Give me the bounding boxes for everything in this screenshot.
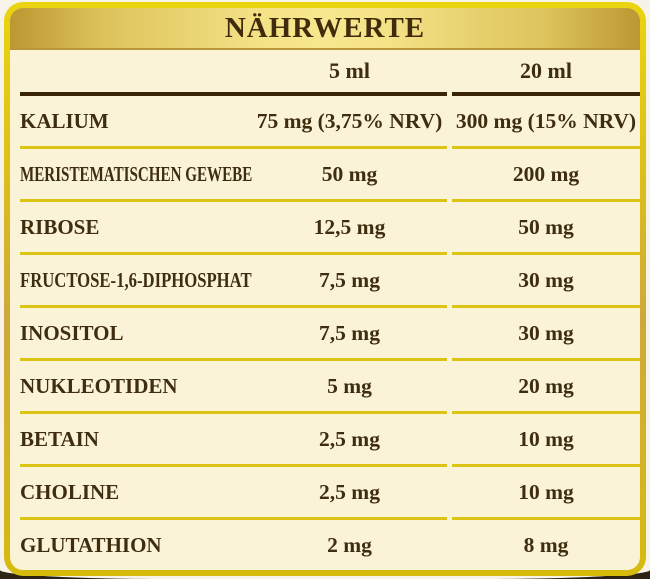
nutrient-name: FRUCTOSE-1,6-DIPHOSPHAT xyxy=(20,267,252,292)
column-header-20ml: 20 ml xyxy=(520,58,572,83)
value-20ml: 50 mg xyxy=(518,214,574,239)
nutrient-name: INOSITOL xyxy=(20,320,124,345)
row-left-segment xyxy=(20,414,447,467)
table-header-row xyxy=(10,50,640,96)
table-title-band xyxy=(10,8,640,50)
row-right-segment xyxy=(452,414,640,467)
table-row xyxy=(10,149,640,202)
value-20ml: 10 mg xyxy=(518,426,574,451)
table-row xyxy=(10,202,640,255)
row-right-segment xyxy=(452,202,640,255)
value-20ml: 200 mg xyxy=(512,161,580,186)
value-5ml: 50 mg xyxy=(321,161,378,186)
nutrient-name: KALIUM xyxy=(20,108,109,133)
row-right-segment xyxy=(452,255,640,308)
value-5ml: 7,5 mg xyxy=(319,320,380,345)
value-5ml: 2,5 mg xyxy=(319,426,380,451)
value-5ml: 7,5 mg xyxy=(319,267,380,292)
row-right-segment xyxy=(452,520,640,570)
value-20ml: 10 mg xyxy=(518,479,574,504)
header-left-segment xyxy=(20,50,447,96)
value-5ml: 2 mg xyxy=(327,532,372,557)
nutrient-name: BETAIN xyxy=(20,426,99,451)
row-right-segment xyxy=(452,361,640,414)
row-left-segment xyxy=(20,520,447,570)
row-left-segment xyxy=(20,96,447,149)
row-left-segment xyxy=(20,467,447,520)
value-20ml: 8 mg xyxy=(523,532,569,557)
value-5ml: 75 mg (3,75% NRV) xyxy=(256,108,443,133)
value-20ml: 30 mg xyxy=(518,267,574,292)
value-5ml: 5 mg xyxy=(327,373,372,398)
nutrient-name: MERISTEMATISCHEN GEWEBE xyxy=(20,161,253,186)
row-left-segment xyxy=(20,361,447,414)
row-right-segment xyxy=(452,467,640,520)
nutrient-name: NUKLEOTIDEN xyxy=(20,373,178,398)
table-frame xyxy=(4,2,646,576)
table-row xyxy=(10,361,640,414)
header-right-segment xyxy=(452,50,640,96)
nutrient-name: CHOLINE xyxy=(20,479,120,504)
table-row xyxy=(10,414,640,467)
value-20ml: 30 mg xyxy=(518,320,574,345)
value-5ml: 2,5 mg xyxy=(319,479,380,504)
row-left-segment xyxy=(20,308,447,361)
nutrient-name: GLUTATHION xyxy=(20,532,162,557)
row-left-segment xyxy=(20,255,447,308)
row-right-segment xyxy=(452,308,640,361)
table-title: NÄHRWERTE xyxy=(224,11,426,44)
value-5ml: 12,5 mg xyxy=(313,214,386,239)
nutrition-table xyxy=(10,8,640,570)
table-row xyxy=(10,467,640,520)
table-row xyxy=(10,255,640,308)
table-row xyxy=(10,308,640,361)
table-row xyxy=(10,520,640,570)
value-20ml: 300 mg (15% NRV) xyxy=(455,108,637,133)
table-row xyxy=(10,96,640,149)
row-right-segment xyxy=(452,96,640,149)
table-body xyxy=(10,96,640,570)
column-header-5ml: 5 ml xyxy=(329,58,370,83)
row-left-segment xyxy=(20,202,447,255)
nutrient-name: RIBOSE xyxy=(20,214,100,239)
row-right-segment xyxy=(452,149,640,202)
value-20ml: 20 mg xyxy=(518,373,574,398)
row-left-segment xyxy=(20,149,447,202)
